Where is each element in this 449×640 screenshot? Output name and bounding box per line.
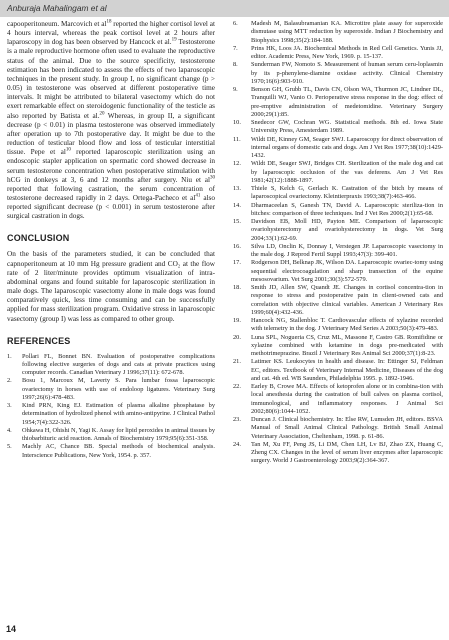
reference-item <box>233 160 443 185</box>
reference-text: Pollari FL, Bonnet BN. Evaluation of postoperative complications following elective surgeries of dogs and cats at private practices using computer records. Canadian Veterinary J 1996;37(11): 672-678. <box>22 352 215 377</box>
paragraph-text: Whereas, in group II, a significant decrease (p < 0.01) in plasma testosterone was observed immediately after operation up to 7th postoperative day. It might be due to the reduction of testicular blood flow and loss of testicular interstitial tissue. Pepe et al <box>7 111 215 157</box>
reference-text: Dharmaceelan S, Ganesh TN, David A. Laparoscopic steriliza-tion in bitches: comparison of three techniques. Ind J Vet Res 2000;2(1):65-68. <box>251 201 443 217</box>
page-number: 14 <box>6 624 17 634</box>
reference-item <box>233 202 443 219</box>
reference-text: Duncan J. Clinical biochemistry. In: Else RW, Lumsden JH, editors. BSVA Manual of Small Animal Clinical Pathology. British Small Animal Veterinary Association, Cheltenham, 1998. p. 61-86. <box>251 416 443 440</box>
reference-number: 6. <box>233 20 238 27</box>
reference-text: Davidson EB, Moll HD, Payton ME. Comparison of laparoscopic ovariohysterectomy and ovariohysterectomy in dogs. Vet Surg 2004;33(1):62-69. <box>251 218 443 242</box>
citation-superscript: 18 <box>106 19 112 25</box>
reference-text: Luna SPL, Nogueria CS, Cruz ML, Massone F, Castro GB. Romifidine or xylazine combined with ketamine in dogs pre-medicated with methotrimeprazine. Brazil J Veterinary Res Animal Sci 2000;37(1):8-23. <box>251 333 443 357</box>
reference-item <box>233 284 443 317</box>
reference-item <box>233 317 443 334</box>
reference-text: Smith JD, Allen SW, Quandt JE. Changes in cortisol concentra-tion in response to stress and postoperative pain in client-owned cats and correlation with objective clinical variables. American J Veterinary Res 1999;60(4):432-436. <box>251 284 443 316</box>
citation-superscript: 20 <box>99 111 105 117</box>
reference-text: Madesh M, Balasubramanian KA. Microtitre plate assay for superoxide dismutase using MTT reduction by superoxide. Indian J Biochemistry and Biophysics 1998;35(2):184-188. <box>251 20 443 44</box>
reference-number: 8. <box>233 61 238 69</box>
paragraph-text: also reported significant decrease (p < 0.001) in serum testosterone after surgical castration in dogs. <box>7 193 215 221</box>
reference-text: Hancock NG, Stallenbloc T. Cardiovascular effects of xylazine recorded with telemetry in the dog. J Veterinary Med Series A 2003;50(3):479-483. <box>251 317 443 333</box>
reference-item <box>233 86 443 119</box>
left-column <box>7 20 215 460</box>
running-header-bar <box>0 0 449 17</box>
reference-item <box>233 20 443 45</box>
reference-text: Rodgerson DH, Belknap JK, Wilson DA. Laparoscopic ovariec-tomy using sequential electrocoagulation and sharp transection of the equine mesosovarium. Vet Surg 2001;30(3):572-579. <box>251 259 443 283</box>
paragraph-text: reported the higher cortisol level at 4 hours interval, whereas the peak cortisol level at 2 hours after laparoscopy in dog has been observed by Hancock et al. <box>7 20 215 47</box>
reference-item <box>233 45 443 62</box>
reference-item <box>233 259 443 284</box>
reference-text: Machly AC, Chance BB. Special methods of biochemical analysis. Interscience Publications, New York, 1954. p. 357. <box>22 443 215 459</box>
reference-text: Bosu 1, Marcoux M, Laverty S. Para lumbar fossa laparoscopic ovariectomy in horses with use of endoloop ligatures. Veterinary Surg 1997;26(6):478-483. <box>22 377 215 401</box>
reference-list-right <box>233 20 443 466</box>
paragraph-text: reported laparoscopic sterilization using an endoscopic stapler application on spermatic cord showed decrease in serum testosterone concentration when postoperative stimulation with hCG in donkeys at 3, 6 and 12 months after surgery. Niu et al <box>7 148 215 184</box>
running-header-title: Anburaja Mahalingam et al <box>7 3 107 13</box>
reference-number: 24. <box>233 440 241 448</box>
reference-number: 1. <box>7 352 12 360</box>
reference-item <box>233 416 443 441</box>
reference-item <box>7 402 215 427</box>
reference-number: 10. <box>233 119 241 126</box>
reference-number: 2. <box>7 377 12 385</box>
reference-text: Ohkawa H, Ohishi N, Yagi K. Assay for lipid peroxides in animal tissues by thiobarbituric acid reaction. Annals of Biochemistry 1979;95(6):351-358. <box>22 426 215 443</box>
reference-number: 15. <box>233 218 241 225</box>
citation-superscript: 10 <box>65 147 71 153</box>
reference-item <box>7 353 215 378</box>
reference-item <box>233 119 443 136</box>
reference-text: Snedecor GW, Cochran WG. Statistical methods. 8th ed. Iowa State University Press, Amesterdam 1989. <box>251 119 443 135</box>
reference-number: 12. <box>233 160 241 168</box>
reference-text: Wildt DE, Seager SWJ, Bridges CH. Sterilization of the male dog and cat by laparoscopic occlusion of the vas deferens. Am J Vet Res 1981;42(12):1888-1897. <box>251 160 443 184</box>
reference-number: 7. <box>233 44 238 52</box>
reference-text: Tan M, Xu FF, Peng JS, Li DM, Chen LH, Lv BJ, Zhao ZX, Huang C, Zheng CX. Changes in the level of serum liver enzymes after laparoscopic surgery. World J Gastroenterology 2003;9(2):364-367. <box>251 440 443 465</box>
reference-number: 17. <box>233 259 241 267</box>
reference-number: 16. <box>233 242 241 250</box>
reference-number: 4. <box>7 426 12 434</box>
reference-item <box>233 61 443 86</box>
citation-superscript: 41 <box>195 193 201 199</box>
reference-number: 13. <box>233 185 241 192</box>
reference-number: 9. <box>233 86 238 93</box>
reference-item <box>233 383 443 416</box>
discussion-paragraph <box>7 20 215 221</box>
reference-item <box>233 218 443 243</box>
reference-text: Kind PRN, King EJ. Estimation of plasma alkaline phosphatase by determination of hydrolized phenol with amino-antipyrine. J Clinical Pathol 1954;7(4):322-326. <box>22 402 215 426</box>
right-column <box>233 20 443 466</box>
reference-item <box>233 334 443 359</box>
reference-item <box>7 427 215 444</box>
reference-item <box>233 358 443 383</box>
citation-superscript: 19 <box>171 37 177 43</box>
reference-number: 20. <box>233 333 241 341</box>
reference-item <box>233 136 443 161</box>
references-heading: REFERENCES <box>7 335 71 346</box>
citation-superscript: 30 <box>210 175 215 181</box>
reference-text: Prins HK, Loos JA. Biochemical Methods in Red Cell Genetics. Yunis JJ, editor. Academic Press, New York, 1969. p. 15-137. <box>251 44 443 60</box>
paragraph-text: reported that following castration, the serum concentration of testosterone decreased rapidly in 2 days. Ortega-Pacheco et al <box>7 184 215 202</box>
reference-number: 14. <box>233 201 241 209</box>
reference-number: 18. <box>233 284 241 291</box>
paragraph-text: capooperitoneum. Marcovich et al <box>7 20 107 28</box>
reference-text: Earley B, Crowe MA. Effects of ketoprofen alone or in combina-tion with local anesthesia during the castration of bull calves on plasma cortisol, immunological, and inflammatory responses. J Animal Sci 2002;80(6):1044-1052. <box>251 383 443 415</box>
conclusion-heading: CONCLUSION <box>7 233 70 244</box>
reference-text: Sunderman FW, Nomoto S. Measurement of human serum ceru-loplasmin by its p-phenylene-diamine oxidase activity. Clinical Chemistry 1970;16(6):903-910. <box>251 61 443 85</box>
reference-item <box>233 441 443 466</box>
paragraph-text: Testosterone is a male reproductive hormone often used to evaluate the reproductive status of the animal. Due to the source specificity, testosterone estimation has been indicated to assess the effects of two laparoscopic techniques in the present study. In group I, no significant change (p > 0.05) in testosterone was observed at different postoperative time intervals. It might be attributed to bilateral vasectomy which do not exert remarkable effect on steroidogenic functionality of the testicle as also reported by Batista et al. <box>7 38 216 120</box>
reference-number: 19. <box>233 317 241 324</box>
reference-text: Silva LD, Onclin K, Donnay I, Verstegen JP. Laparoscopic vasectomy in the male dog. J Reprod Fertil Suppl 1993;47(3): 399-401. <box>251 242 443 258</box>
reference-text: Thiele S, Kelch G, Gerlach K. Castration of the bitch by means of laparoscopical ovariectomy. Kleintierpraxis 1993;38(7):463-466. <box>251 185 443 201</box>
reference-text: Benson GH, Grubb TL, Davis CN, Olson WA, Thurmon JC, Lindner DL, Tranquilli WJ, Vanio O. Perioperative stress response in the dog: effect of pre-emptive administration of medetomidine. Veterinary Surgery 2000;29(1):85. <box>251 86 443 118</box>
reference-item <box>7 443 215 460</box>
conclusion-paragraph: On the basis of the parameters studied, it can be concluded that capnoperitoneum at 10 mm Hg pressure gradient and CO₂ at the flow rate of 2 liter/minute provides optimum visualization of intra-abdominal organs and found suitable for laparoscopic sterilization in male dogs. The laparoscopic vasectomy alone in male dogs was found comparatively quick, less time consuming and can be successfully applied for mass sterilization program. Oxidative stress in laparoscopic vasectomy (group I) was less as compared to other group. <box>7 250 215 323</box>
reference-number: 3. <box>7 402 12 410</box>
reference-number: 22. <box>233 383 241 390</box>
reference-text: Latimer KS. Leukocytes in health and disease. In: Ettinger SJ, Feldman EC, editors. Textbook of Veterinary Internal Medicine, Diseases of the dog and cat. 4th ed. WB Saunders, Philadelphia 1995. p. 1892-1946. <box>251 358 443 382</box>
reference-number: 21. <box>233 358 241 366</box>
reference-list-left <box>7 353 215 460</box>
reference-item <box>233 185 443 202</box>
reference-item <box>233 243 443 260</box>
reference-number: 5. <box>7 443 12 451</box>
reference-item <box>7 377 215 402</box>
reference-number: 23. <box>233 416 241 423</box>
reference-text: Wildt DE, Kinney GM, Seager SWJ. Laparoscopy for direct observation of internal organs of domestic cats and dogs. Am J Vet Res 1977;38(10):1429-1432. <box>251 135 443 159</box>
reference-number: 11. <box>233 135 241 143</box>
